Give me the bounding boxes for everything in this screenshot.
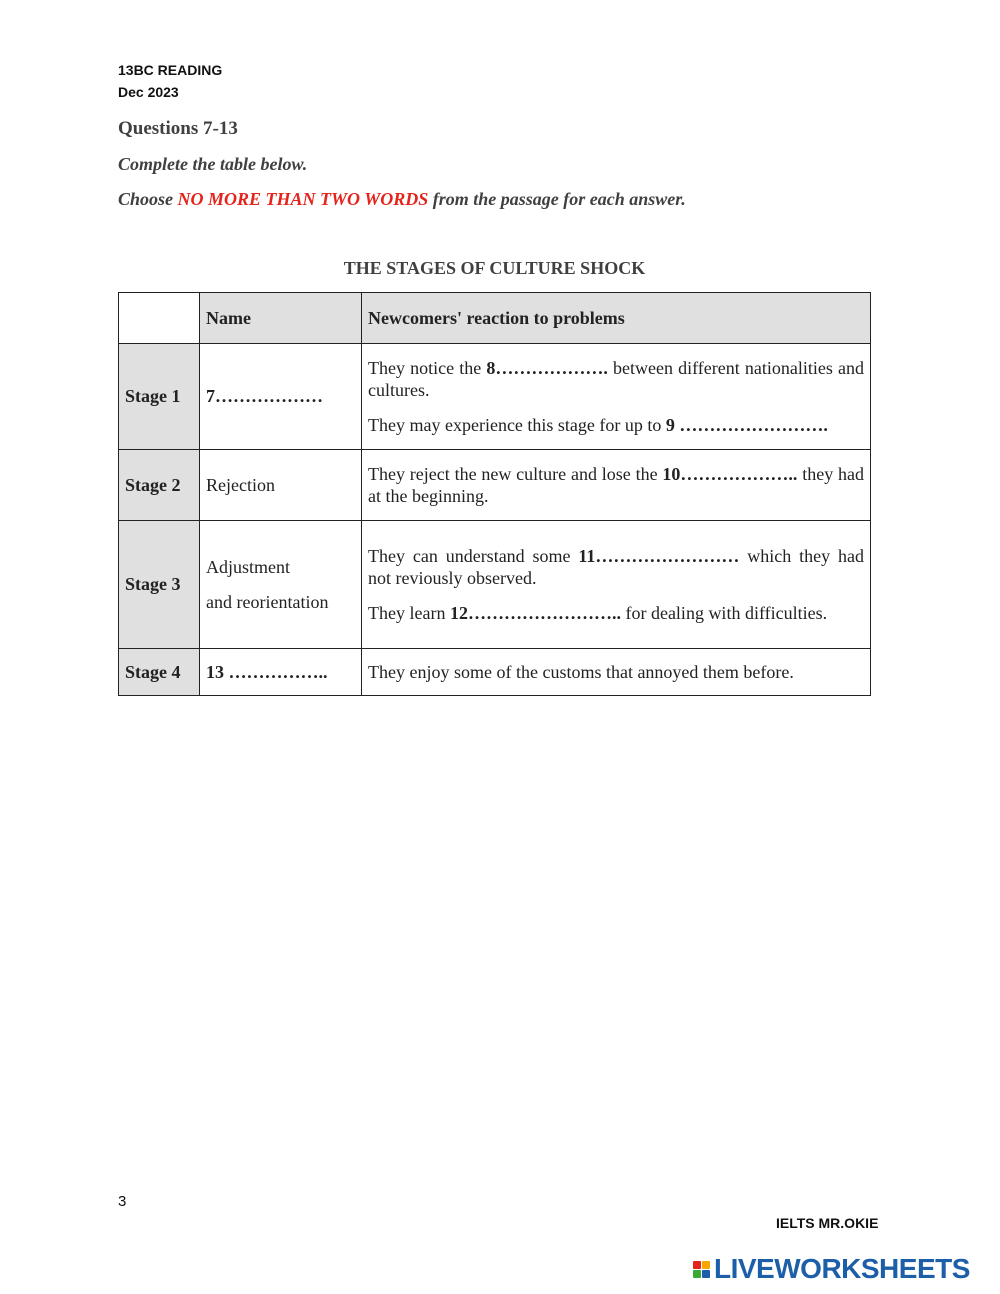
instruction-prefix: Choose — [118, 189, 174, 209]
stage-name — [200, 521, 362, 649]
table-row — [119, 450, 871, 521]
reaction-text: They enjoy some of the customs that annoyed them before. — [368, 662, 794, 682]
page-number: 3 — [118, 1193, 127, 1210]
table-row — [119, 649, 871, 696]
answer-blank-13[interactable]: 13 …………….. — [200, 649, 362, 696]
answer-blank-9[interactable]: 9 ……………………. — [665, 415, 828, 435]
stage-name-line-1: Adjustment — [206, 557, 290, 577]
brand-name: LIVEWORKSHEETS — [714, 1253, 970, 1284]
stage-label: Stage 4 — [119, 649, 200, 696]
instruction-suffix: from the passage for each answer. — [432, 189, 686, 209]
answer-blank-12[interactable]: 12…………………….. — [449, 603, 621, 623]
footer-text: IELTS MR.OKIE — [776, 1215, 879, 1231]
header-line-2: Dec 2023 — [118, 84, 179, 100]
stage-label: Stage 1 — [119, 344, 200, 450]
answer-blank-8[interactable]: 8………………. — [486, 358, 608, 378]
reaction-cell — [362, 450, 871, 521]
stage-name: Rejection — [200, 450, 362, 521]
header-reaction-cell: Newcomers' reaction to problems — [362, 293, 871, 344]
table-header-row — [119, 293, 871, 344]
reaction-cell — [362, 521, 871, 649]
instruction-line-2 — [118, 189, 686, 210]
stage-name-line-2: and reorientation — [206, 592, 329, 612]
instruction-emphasis: NO MORE THAN TWO WORDS — [177, 189, 429, 209]
answer-blank-10[interactable]: 10……………….. — [662, 464, 798, 484]
stages-table — [118, 292, 871, 696]
reaction-text: They can understand some 11…………………… which they had not reviously observed. — [368, 546, 865, 588]
reaction-text: They learn 12…………………….. for dealing with difficulties. — [368, 603, 828, 623]
reaction-text: They notice the 8………………. between different nationalities and cultures. — [368, 358, 864, 400]
reaction-text: They reject the new culture and lose the 10……………….. they had at the beginning. — [368, 464, 864, 506]
reaction-text: They may experience this stage for up to 9 ……………………. — [368, 415, 828, 435]
header-line-1: 13BC READING — [118, 62, 223, 78]
reaction-cell — [362, 649, 871, 696]
reaction-cell — [362, 344, 871, 450]
questions-title: Questions 7-13 — [118, 118, 238, 139]
brand-logo[interactable] — [693, 1253, 970, 1285]
table-row — [119, 344, 871, 450]
table-row — [119, 521, 871, 649]
header-blank-cell — [119, 293, 200, 344]
instruction-line-1: Complete the table below. — [118, 154, 308, 174]
header-name-cell: Name — [200, 293, 362, 344]
liveworksheets-logo-icon — [693, 1261, 710, 1278]
table-title: THE STAGES OF CULTURE SHOCK — [343, 258, 646, 278]
stage-label: Stage 3 — [119, 521, 200, 649]
answer-blank-7[interactable]: 7……………… — [200, 344, 362, 450]
answer-blank-11[interactable]: 11…………………… — [578, 546, 740, 566]
stage-label: Stage 2 — [119, 450, 200, 521]
